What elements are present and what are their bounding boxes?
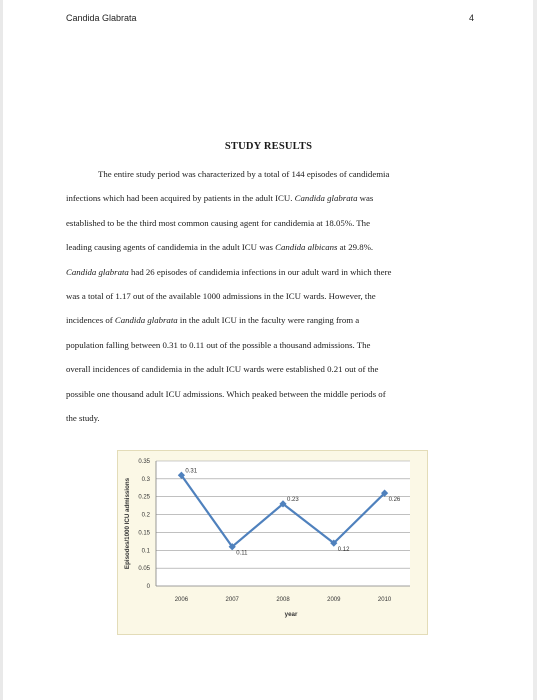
- y-tick-label: 0.2: [141, 512, 150, 519]
- x-axis-label: year: [284, 611, 298, 618]
- data-label: 0.23: [287, 496, 299, 503]
- body-line: population falling between 0.31 to 0.11 out of the possible a thousand admissions. The: [66, 339, 371, 350]
- body-line: The entire study period was characterized by a total of 144 episodes of candidemia: [98, 169, 390, 179]
- data-label: 0.12: [337, 547, 350, 554]
- x-tick-label: 2006: [174, 597, 189, 603]
- body-line: infections which had been acquired by patients in the adult ICU. Candida glabrata was: [66, 193, 374, 204]
- chart-svg: [118, 451, 427, 634]
- x-tick-label: 2007: [225, 597, 239, 603]
- body-line: overall incidences of candidemia in the adult ICU wards were established 0.21 out of the: [66, 364, 379, 375]
- body-line: incidences of Candida glabrata in the adult ICU in the faculty were ranging from a: [66, 315, 360, 326]
- body-line: established to be the third most common causing agent for candidemia at 18.05%. The: [66, 217, 370, 228]
- y-tick-label: 0.35: [138, 459, 150, 465]
- x-tick-label: 2009: [327, 597, 341, 603]
- page-edge: [533, 0, 537, 700]
- data-label: 0.11: [236, 550, 248, 557]
- line-chart: [117, 450, 428, 635]
- running-head: Candida Glabrata: [66, 13, 137, 23]
- plot-area: [156, 461, 410, 586]
- x-tick-label: 2010: [377, 597, 392, 603]
- body-line: leading causing agents of candidemia in the adult ICU was Candida albicans at 29.8%.: [66, 242, 374, 253]
- y-tick-label: 0: [146, 584, 150, 590]
- data-label: 0.26: [388, 497, 401, 504]
- body-line: the study.: [66, 412, 100, 423]
- y-tick-label: 0.05: [138, 566, 150, 573]
- page-edge: [0, 0, 3, 700]
- y-tick-label: 0.1: [141, 548, 150, 555]
- y-axis-label: Episodes/1000 ICU admissions: [124, 477, 131, 570]
- section-heading: STUDY RESULTS: [224, 141, 313, 152]
- y-tick-label: 0.25: [138, 494, 150, 501]
- body-line: was a total of 1.17 out of the available 1000 admissions in the ICU wards. However, the: [66, 290, 376, 301]
- y-tick-label: 0.15: [138, 530, 150, 537]
- page-number: 4: [469, 13, 475, 23]
- body-paragraph: [66, 162, 476, 430]
- body-line: Candida glabrata had 26 episodes of candidemia infections in our adult ward in which there: [66, 266, 392, 277]
- x-tick-label: 2008: [276, 597, 290, 603]
- body-line: possible one thousand adult ICU admissions. Which peaked between the middle periods of: [66, 388, 386, 399]
- data-label: 0.31: [185, 468, 198, 475]
- y-tick-label: 0.3: [141, 476, 150, 483]
